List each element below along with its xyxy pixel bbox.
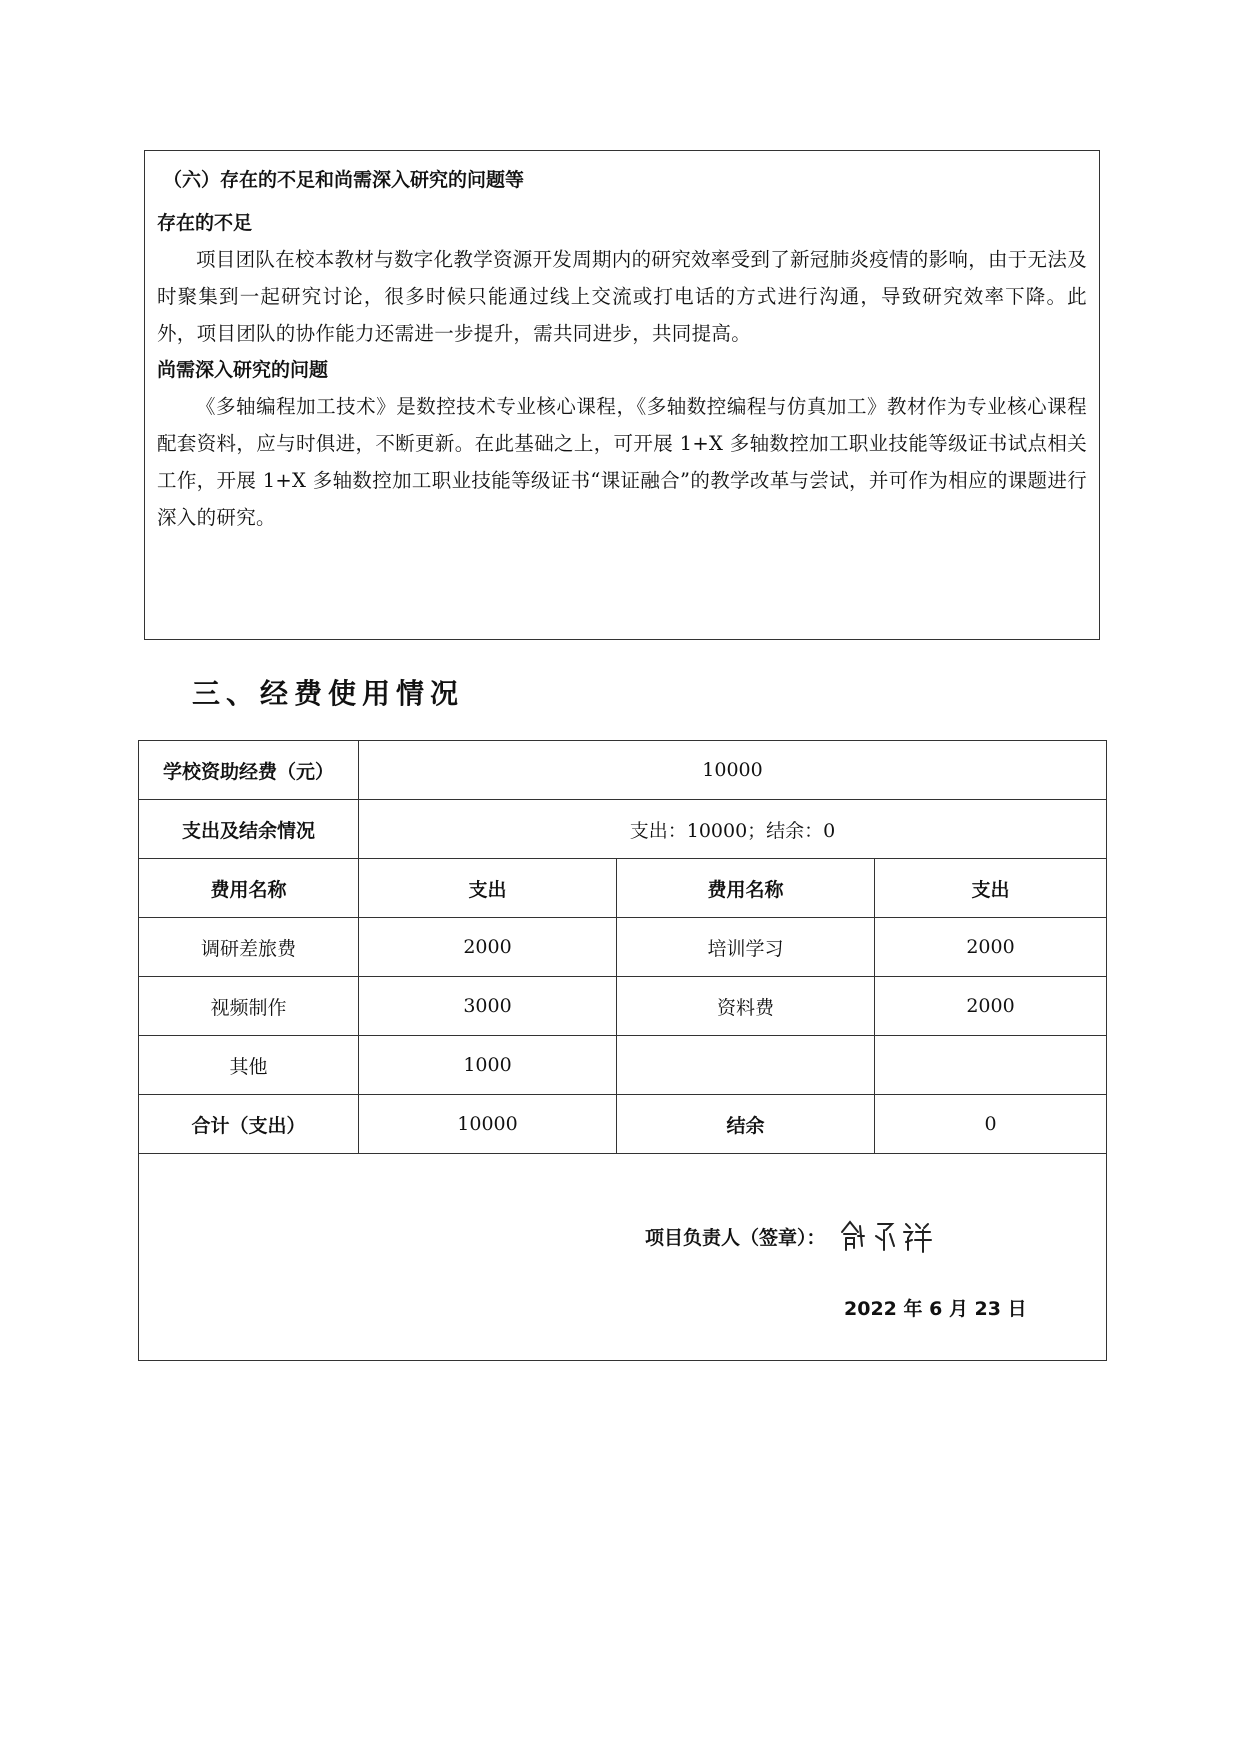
cost-name-cell: 调研差旅费	[139, 918, 359, 977]
signature-line	[645, 1216, 936, 1256]
spend-cell: 2000	[359, 918, 617, 977]
section6-box	[144, 150, 1100, 640]
table-total-row	[139, 1095, 1107, 1154]
section6-title: （六）存在的不足和尚需深入研究的问题等	[163, 169, 525, 191]
signature-date: 2022 年 6 月 23 日	[844, 1298, 1027, 1320]
table-row	[139, 741, 1107, 800]
cost-name-cell: 培训学习	[617, 918, 875, 977]
header-spend-1: 支出	[359, 859, 617, 918]
table-row	[139, 1036, 1107, 1095]
school-fund-label: 学校资助经费（元）	[139, 741, 359, 800]
cost-name-cell: 其他	[139, 1036, 359, 1095]
spend-cell: 2000	[875, 977, 1107, 1036]
spend-cell: 1000	[359, 1036, 617, 1095]
signature-cell	[139, 1154, 1107, 1361]
signature-label: 项目负责人（签章）：	[645, 1226, 826, 1249]
total-label: 合计（支出）	[139, 1095, 359, 1154]
header-spend-2: 支出	[875, 859, 1107, 918]
spend-cell	[875, 1036, 1107, 1095]
shortcomings-paragraph: 项目团队在校本教材与数字化教学资源开发周期内的研究效率受到了新冠肺炎疫情的影响，由于无法及时聚集到一起研究讨论，很多时候只能通过线上交流或打电话的方式进行沟通，导致研究效率下降。此外，项目团队的协作能力还需进一步提升，需共同进步，共同提高。	[157, 248, 1088, 345]
table-row	[139, 800, 1107, 859]
total-value: 10000	[359, 1095, 617, 1154]
balance-label: 支出及结余情况	[139, 800, 359, 859]
shortcomings-heading: 存在的不足	[157, 212, 253, 234]
further-research-paragraph: 《多轴编程加工技术》是数控技术专业核心课程，《多轴数控编程与仿真加工》教材作为专业核心课程配套资料，应与时俱进，不断更新。在此基础之上，可开展 1+X 多轴数控加工职业技能等级证书试点相关工作，开展 1+X 多轴数控加工职业技能等级证书“课证融合”的教学改革与尝试，并可作为相应的课题进行深入的研究。	[157, 395, 1087, 529]
handwritten-signature	[836, 1216, 936, 1256]
school-fund-value: 10000	[359, 741, 1107, 800]
cost-name-cell: 资料费	[617, 977, 875, 1036]
spend-cell: 2000	[875, 918, 1107, 977]
balance-value: 支出：10000；结余：0	[359, 800, 1107, 859]
header-cost-name-2: 费用名称	[617, 859, 875, 918]
remain-value: 0	[875, 1095, 1107, 1154]
cost-name-cell: 视频制作	[139, 977, 359, 1036]
table-header-row	[139, 859, 1107, 918]
header-cost-name-1: 费用名称	[139, 859, 359, 918]
fund-table	[138, 740, 1107, 1361]
remain-label: 结余	[617, 1095, 875, 1154]
table-row	[139, 918, 1107, 977]
further-research-heading: 尚需深入研究的问题	[157, 359, 329, 381]
cost-name-cell	[617, 1036, 875, 1095]
signature-row	[139, 1154, 1107, 1361]
table-row	[139, 977, 1107, 1036]
spend-cell: 3000	[359, 977, 617, 1036]
section3-title: 三、经费使用情况	[192, 677, 465, 710]
